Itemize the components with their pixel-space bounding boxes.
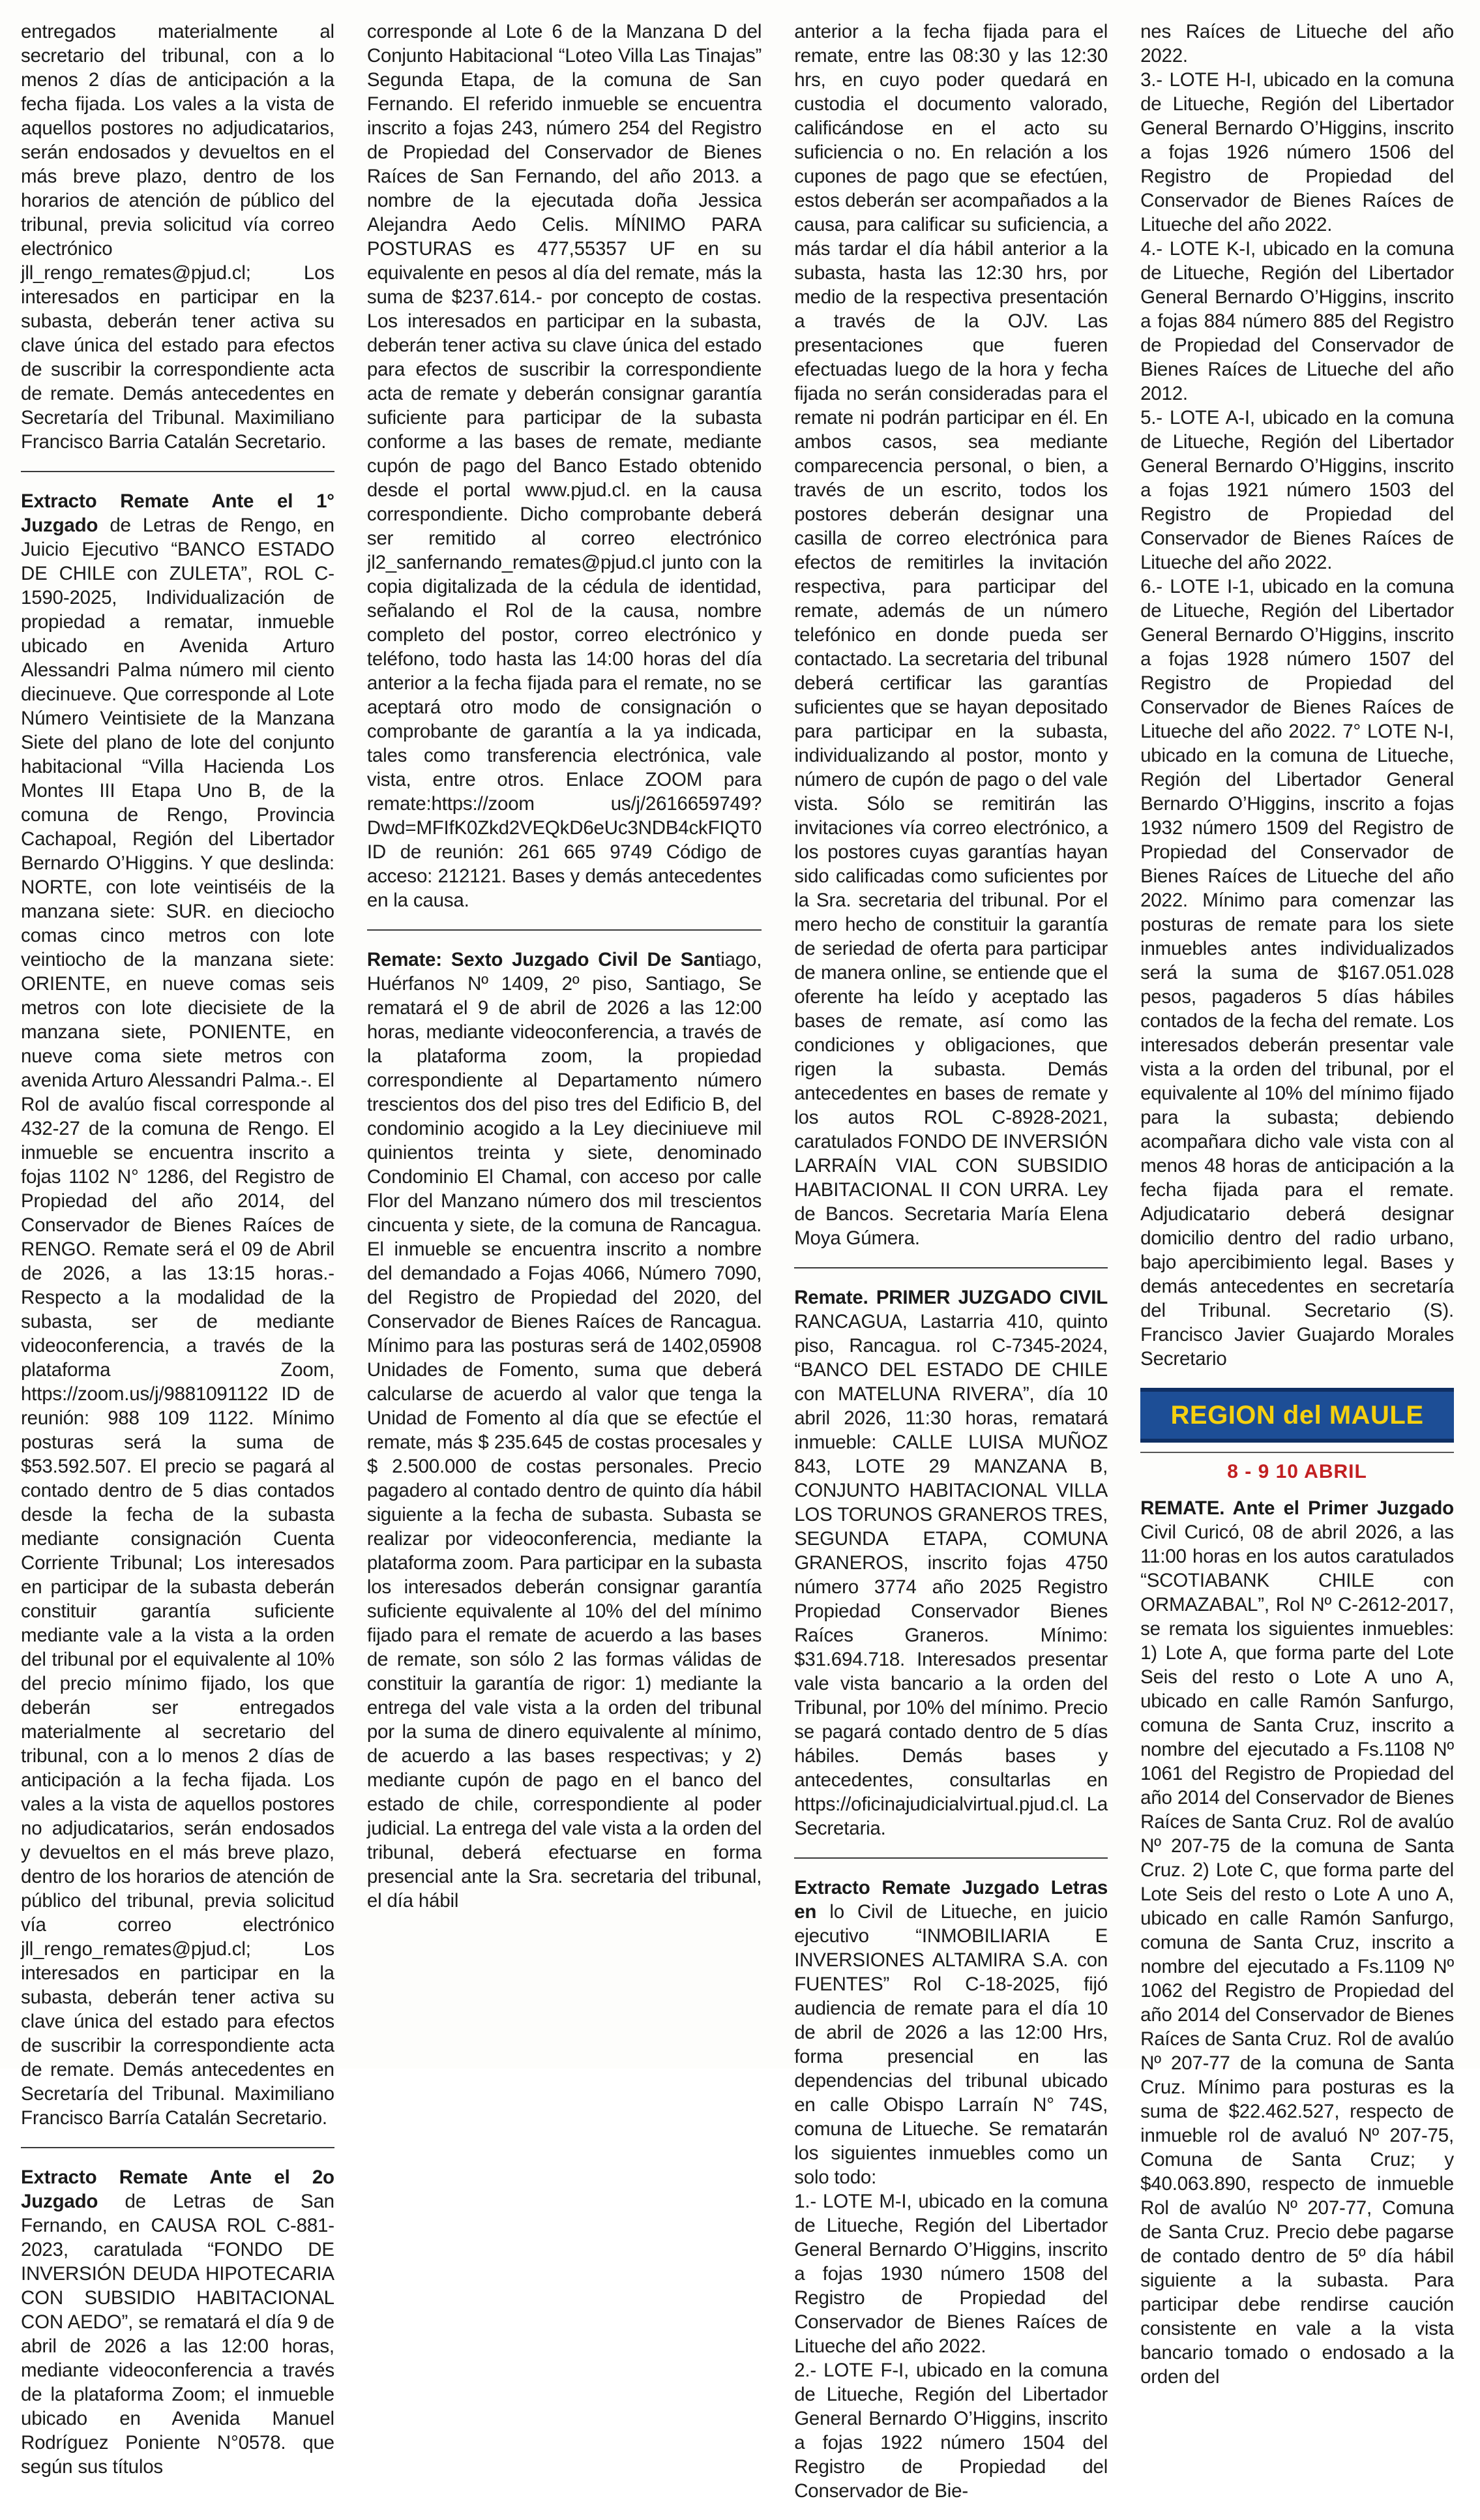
- notice-continuation: [21, 20, 334, 454]
- notice-rengo-1: [21, 489, 334, 2130]
- notice-lead: Extracto Remate Juzgado Letras en: [794, 1877, 1108, 1923]
- notice-sexto-juzgado: [367, 948, 762, 1913]
- region-divider: [1140, 1452, 1454, 1453]
- notice-body: corresponde al Lote 6 de la Manzana D del Conjunto Habitacional “Loteo Villa Las Tinajas” Segunda Etapa, de la comuna de San Fernando. El referido inmueble se encuentra inscrito a fojas 243, número 254 del Registro de Propiedad del Conservador de Bienes Raíces de San Fernando, del año 2013. a nombre de la ejecutada doña Jessica Alejandra Aedo Celis. MÍNIMO PARA POSTURAS es 477,55357 UF en su equivalente en pesos al día del remate, más la suma de $237.614.- por concepto de costas. Los interesados en participar en la subasta, deberán tener activa su clave única del estado para efectos de suscribir la correspondiente acta de remate y deberán consignar garantía suficiente para participar de la subasta conforme a las bases de remate, mediante cupón de pago del Banco Estado obtenido desde el portal www.pjud.cl. en la causa correspondiente. Dicho comprobante deberá ser remitido al correo electrónico jl2_sanfernando_remates@pjud.cl junto con la copia digitalizada de la cédula de identidad, señalando el Rol de la causa, nombre completo del postor, correo electrónico y teléfono, todo hasta las 14:00 horas del día anterior a la fecha fijada para el remate, no se aceptará otro modo de consignación o comprobante de garantía a la ya indicada, tales como transferencia electrónica, vale vista, entre otros. Enlace ZOOM para remate:https://zoom us/j/2616659749?Dwd=MFIfK0Zkd2VEQkD6eUc3NDB4ckFIQT0 ID de reunión: 261 665 9749 Código de acceso: 212121. Bases y demás antecedentes en la causa.: [366, 21, 762, 911]
- notice-body: lo Civil de Litueche, en juicio ejecutivo “INMOBILIARIA E INVERSIONES ALTAMIRA S.A. con FUENTES” Rol C-18-2025, fijó audiencia de remate para el día 10 de abril de 2026 a las 12:00 Hrs, forma presencial en las dependencias del tribunal ubicado en calle Obispo Larraín N° 74S, comuna de Litueche. Se rematarán los siguientes inmuebles como un solo todo: 1.- LOTE M-I, ubicado en la comuna de Litueche, Región del Libertador General Bernardo O’Higgins, inscrito a fojas 1930 número 1508 del Registro de Propiedad del Conservador de Bienes Raíces de Litueche del año 2022. 2.- LOTE F-I, ubicado en la comuna de Litueche, Región del Libertador General Bernardo O’Higgins, inscrito a fojas 1922 número 1504 del Registro de Propiedad del Conservador de Bie-: [794, 1901, 1108, 2502]
- notice-body: RANCAGUA, Lastarria 410, quinto piso, Rancagua. rol C-7345-2024, “BANCO DEL ESTADO DE CHILE con MATELUNA RIVERA”, día 10 abril 2026, 11:30 horas, rematará inmueble: CALLE LUISA MUÑOZ 843, LOTE 29 MANZANA B, CONJUNTO HABITACIONAL VILLA LOS TORUNOS GRANEROS TRES, SEGUNDA ETAPA, COMUNA GRANEROS, inscrito fojas 4750 número 3774 año 2025 Registro Propiedad Conservador Bienes Raíces Graneros. Mínimo: $31.694.718. Interesados presentar vale vista bancario a la orden del Tribunal, por 10% del mínimo. Precio se pagará contado dentro de 5 días hábiles. Demás bases y antecedentes, consultarlas en https://oficinajudicialvirtual.pjud.cl. La Secretaria.: [794, 1311, 1108, 1839]
- notice-litueche: [794, 1876, 1108, 2503]
- auction-dates: 8 - 9 10 ABRIL: [1227, 1461, 1367, 1482]
- notice-lead: Remate. PRIMER JUZGADO CIVIL: [794, 1287, 1108, 1308]
- notice-divider: [794, 1267, 1108, 1268]
- notice-body: de Letras de Rengo, en Juicio Ejecutivo “BANCO ESTADO DE CHILE con ZULETA”, ROL C-1590-2025, Individualización de propiedad a rematar, inmueble ubicado en Avenida Arturo Alessandri Palma número mil ciento diecinueve. Que corresponde al Lote Número Veintisiete de la Manzana Siete del plano de lote del conjunto habitacional “Villa Hacienda Los Montes III Etapa Uno B, de la comuna de Rengo, Provincia Cachapoal, Región del Libertador Bernardo O’Higgins. Y que deslinda: NORTE, con lote veintiséis de la manzana siete: SUR. en dieciocho comas cinco metros con lote veintiocho de la manzana siete: ORIENTE, en nueve comas seis metros con lote diecisiete de la manzana siete, PONIENTE, en nueve coma siete metros con avenida Arturo Alessandri Palma.-. El Rol de avalúo fiscal corresponde al 432-27 de la comuna de Rengo. El inmueble se encuentra inscrito a fojas 1102 N° 1286, del Registro de Propiedad del año 2014, del Conservador de Bienes Raíces de RENGO. Remate será el 09 de Abril de 2026, a las 13:15 horas.- Respecto a la modalidad de la subasta, ser de mediante videoconferencia, a través de la plataforma Zoom, https://zoom.us/j/9881091122 ID de reunión: 988 109 1122. Mínimo posturas será la suma de $53.592.507. El precio se pagará al contado dentro de 5 dias contados desde la fecha de la subasta mediante consignación Cuenta Corriente Tribunal; Los interesados en participar de la subasta deberán constituir garantía suficiente mediante vale a la vista a la orden del tribunal por el equivalente al 10% del precio mínimo fijado, los que deberán ser entregados materialmente al secretario del tribunal, con a lo menos 2 días de anticipación a la fecha fijada. Los vales a la vista de aquellos postores no adjudicatarios, serán endosados y devueltos en el más breve plazo, dentro de los horarios de atención de público del tribunal, previa solicitud vía correo electrónico jll_rengo_remates@pjud.cl; Los interesados en participar en la subasta, deberán tener activa su clave única del estado para efectos de suscribir la correspondiente acta de remate. Demás antecedentes en Secretaría del Tribunal. Maximiliano Francisco Barría Catalán Secretario.: [21, 515, 334, 2129]
- notice-san-fernando: [21, 2165, 334, 2479]
- column-3: [794, 20, 1108, 2520]
- notice-text: [21, 489, 334, 2130]
- notice-body: de Letras de San Fernando, en CAUSA ROL C-881-2023, caratulada “FONDO DE INVERSIÓN DEUDA HIPOTECARIA CON SUBSIDIO HABITACIONAL CON AEDO”, se rematará el día 9 de abril de 2026 a las 12:00 horas, mediante videoconferencia a través de la plataforma Zoom; el inmueble ubicado en Avenida Manuel Rodríguez Poniente N°0578. que según sus títulos: [21, 2191, 334, 2478]
- notice-body: Civil Curicó, 08 de abril 2026, a las 11:00 horas en los autos caratulados “SCOTIABANK CHILE con ORMAZABAL”, Rol Nº C-2612-2017, se remata los siguientes inmuebles: 1) Lote A, que forma parte del Lote Seis del resto o Lote A uno A, ubicado en calle Ramón Sanfurgo, comuna de Santa Cruz, inscrito a nombre del ejecutado a Fs.1108 Nº 1061 del Registro de Propiedad del año 2014 del Conservador de Bienes Raíces de Santa Cruz. Rol de avalúo Nº 207-75 de la comuna de Santa Cruz. 2) Lote C, que forma parte del Lote Seis del resto o Lote A uno A, ubicado en calle Ramón Sanfurgo, comuna de Santa Cruz, inscrito a nombre del ejecutado a Fs.1109 Nº 1062 del Registro de Propiedad del año 2014 del Conservador de Bienes Raíces de Santa Cruz. Rol de avalúo Nº 207-77 de la comuna de Santa Cruz. Mínimo para posturas es la suma de $22.462.527, respecto de inmueble rol de avaluó Nº 207-75, Comuna de Santa Cruz; y $40.063.890, respecto de inmueble Rol de avalúo Nº 207-77, Comuna de Santa Cruz. Precio debe pagarse de contado dentro de 5º día hábil siguiente a la subasta. Para participar debe rendirse caución consistente en vale a la vista bancario tomado o endosado a la orden del: [1140, 1522, 1454, 2388]
- notice-body: anterior a la fecha fijada para el remate, entre las 08:30 y las 12:30 hrs, en cuyo poder quedará en custodia el documento valorado, calificándose en el acto su suficiencia o no. En relación a los cupones de pago que se efectúen, estos deberán ser acompañados a la causa, para calificar su suficiencia, a más tardar el día hábil anterior a la subasta, hasta las 12:30 hrs, por medio de la respectiva presentación a través de la OJV. Las presentaciones que fueren efectuadas luego de la hora y fecha fijada no serán consideradas para el remate ni podrán participar en él. En ambos casos, sea mediante comparecencia personal, o bien, a través de un escrito, todos los postores deberán designar una casilla de correo electrónica para efectos de remitirles la invitación respectiva, para participar del remate, además de un número telefónico en donde pueda ser contactado. La secretaria del tribunal deberá certificar las garantías suficientes que se hayan depositado para participar en la subasta, individualizando al postor, monto y número de cupón de pago o del vale vista. Sólo se remitirán las invitaciones vía correo electrónico, a los postores cuyas garantías hayan sido calificadas como suficientes por la Sra. secretaria del tribunal. Por el mero hecho de constituir la garantía de seriedad de oferta para participar de manera online, se entiende que el oferente ha leído y aceptado las bases de remate, así como las condiciones y obligaciones, que rigen la subasta. Demás antecedentes en bases de remate y los autos ROL C-8928-2021, caratulados FONDO DE INVERSIÓN LARRAÍN VIAL CON SUBSIDIO HABITACIONAL II CON URRA. Ley de Bancos. Secretaria María Elena Moya Gúmera.: [794, 21, 1108, 1249]
- region-banner: [1140, 1388, 1454, 1443]
- notice-body: entregados materialmente al secretario del tribunal, con a lo menos 2 días de anticipación a la fecha fijada. Los vales a la vista de aquellos postores no adjudicatarios, serán endosados y devueltos en el más breve plazo, dentro de los horarios de atención de público del tribunal, previa solicitud vía correo electrónico jll_rengo_remates@pjud.cl; Los interesados en participar en la subasta, deberán tener activa su clave única del estado para efectos de suscribir la correspondiente acta de remate. Demás antecedentes en Secretaría del Tribunal. Maximiliano Francisco Barria Catalán Secretario.: [21, 21, 334, 453]
- notice-divider: [367, 929, 762, 931]
- notice-lead: Extracto Remate Ante el 1° Juzgado: [21, 490, 334, 536]
- notice-text: [794, 1285, 1108, 1840]
- notice-curico: [1140, 1496, 1454, 2389]
- notice-body: nes Raíces de Litueche del año 2022. 3.- LOTE H-I, ubicado en la comuna de Litueche, Región del Libertador General Bernardo O’Higgins, inscrito a fojas 1926 número 1506 del Registro de Propiedad del Conservador de Bienes Raíces de Litueche del año 2022. 4.- LOTE K-I, ubicado en la comuna de Litueche, Región del Libertador General Bernardo O’Higgins, inscrito a fojas 884 número 885 del Registro de Propiedad del Conservador de Bienes Raíces de Litueche del año 2012. 5.- LOTE A-I, ubicado en la comuna de Litueche, Región del Libertador General Bernardo O’Higgins, inscrito a fojas 1921 número 1503 del Registro de Propiedad del Conservador de Bienes Raíces de Litueche del año 2022. 6.- LOTE I-1, ubicado en la comuna de Litueche, Región del Libertador General Bernardo O’Higgins, inscrito a fojas 1928 número 1507 del Registro de Propiedad del Conservador de Bienes Raíces de Litueche del año 2022. 7° LOTE N-I, ubicado en la comuna de Litueche, Región del Libertador General Bernardo O’Higgins, inscrito a fojas 1932 número 1509 del Registro de Propiedad del Conservador de Bienes Raíces de Litueche del año 2022. Mínimo para comenzar las posturas de remate para los siete inmuebles antes individualizados será la suma de $167.051.028 pesos, pagaderos 5 días hábiles contados de la fecha del remate. Los interesados deberán presentar vale vista a la orden del tribunal, por el equivalente al 10% del mínimo fijado para la subasta; debiendo acompañara dicho vale vista con al menos 48 horas de anticipación a la fecha fijada para el remate. Adjudicatario deberá designar domicilio dentro del radio urbano, bajo apercibimiento legal. Bases y demás antecedentes en secretaría del Tribunal. Secretario (S). Francisco Javier Guajardo Morales Secretario: [1140, 21, 1454, 1370]
- notice-lead: REMATE. Ante el Primer Juzgado: [1140, 1497, 1454, 1519]
- notice-divider: [794, 1857, 1108, 1859]
- notice-continuation: [1140, 20, 1454, 1371]
- notice-text: [794, 1876, 1108, 2503]
- notice-continuation: [367, 20, 762, 912]
- notice-rancagua: [794, 1285, 1108, 1840]
- notice-divider: [21, 471, 334, 472]
- notice-continuation: [794, 20, 1108, 1250]
- notice-divider: [21, 2147, 334, 2148]
- notice-text: [367, 948, 762, 1913]
- column-1: [21, 20, 334, 2520]
- notice-body: tiago, Huérfanos Nº 1409, 2º piso, Santiago, Se rematará el 9 de abril de 2026 a las 12:00 horas, mediante videoconferencia, a través de la plataforma zoom, la propiedad correspondiente al Departamento número trescientos dos del piso tres del Edificio B, del condominio acogido a la Ley dieciniueve mil quinientos treinta y siete, denominado Condominio El Chamal, con acceso por calle Flor del Manzano número dos mil trescientos cincuenta y siete, de la comuna de Rancagua. El inmueble se encuentra inscrito a nombre del demandado a Fojas 4066, Número 7090, del Registro de Propiedad del 2020, del Conservador de Bienes Raíces de Rancagua. Mínimo para las posturas será de 1402,05908 Unidades de Fomento, suma que deberá calcularse de acuerdo al valor que tenga la Unidad de Fomento al día que se efectúe el remate, más $ 235.645 de costas procesales y $ 2.500.000 de costas personales. Precio pagadero al contado dentro de quinto día hábil siguiente a la fecha de subasta. Subasta se realizar por videoconferencia, mediante la plataforma zoom. Para participar en la subasta los interesados deberán consignar garantía suficiente equivalente al 10% del del mínimo fijado para el remate de acuerdo a las bases de remate, son sólo 2 las formas válidas de constituir la garantía de rigor: 1) mediante la entrega del vale vista a la orden del tribunal por la suma de dinero equivalente al mínimo, de acuerdo a las bases respectivas; y 2) mediante cupón de pago en el banco del estado de chile, correspondiente al poder judicial. La entrega del vale vista a la orden del tribunal, deberá efectuarse en forma presencial ante la Sra. secretaria del tribunal, el día hábil: [366, 949, 762, 1912]
- column-grid: [21, 20, 1454, 2502]
- column-4: [1140, 20, 1454, 2520]
- notice-lead: Remate: Sexto Juzgado Civil De San: [366, 949, 716, 970]
- notice-lead: Extracto Remate Ante el 2o Juzgado: [21, 2167, 334, 2212]
- notice-text: [1140, 1496, 1454, 2389]
- notice-text: [21, 2165, 334, 2479]
- column-2: [367, 20, 762, 2520]
- region-title: REGION del MAULE: [1170, 1400, 1424, 1430]
